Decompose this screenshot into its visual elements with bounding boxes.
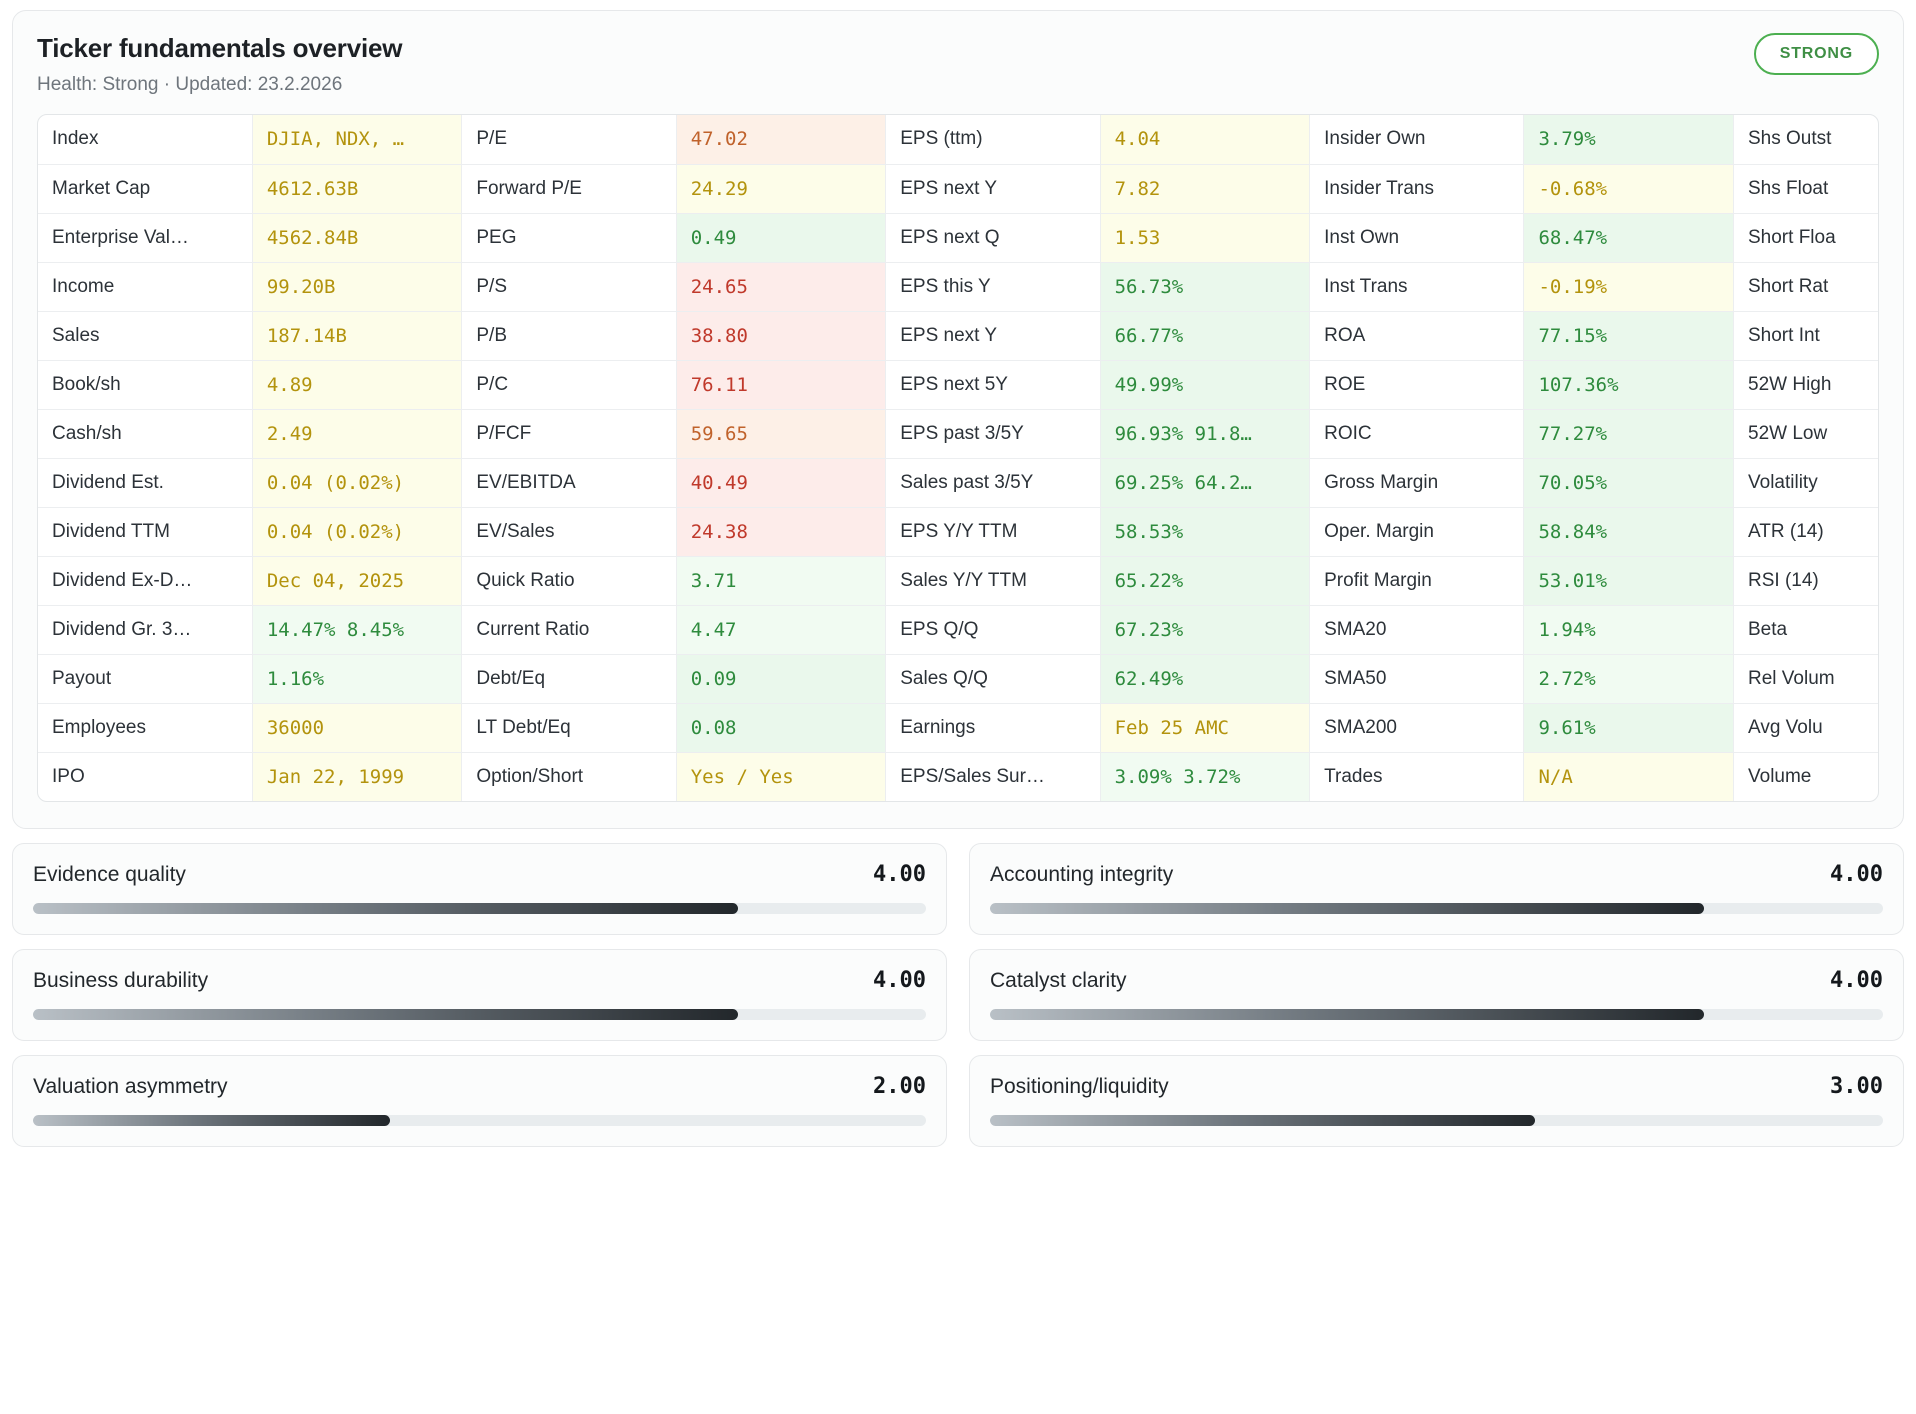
score-card-catalyst-clarity: [969, 949, 1904, 1041]
cell-label: Quick Ratio: [462, 556, 676, 605]
score-label: Valuation asymmetry: [33, 1075, 228, 1098]
cell-value: 1.94%: [1524, 605, 1734, 654]
cell-label: Dividend Est.: [38, 458, 252, 507]
score-track: [33, 1009, 926, 1020]
cell-label: Inst Trans: [1310, 262, 1524, 311]
cell-value: -0.19%: [1524, 262, 1734, 311]
cell-value: Jan 22, 1999: [252, 752, 462, 801]
cell-value: 0.09: [676, 654, 886, 703]
cell-value: 70.05%: [1524, 458, 1734, 507]
cell-value: DJIA, NDX, …: [252, 115, 462, 164]
score-header: [990, 862, 1883, 887]
cell-value: 3.79%: [1524, 115, 1734, 164]
cell-label: SMA200: [1310, 703, 1524, 752]
cell-label: P/E: [462, 115, 676, 164]
table-row: [38, 311, 1879, 360]
cell-value: 69.25% 64.2…: [1100, 458, 1310, 507]
score-label: Business durability: [33, 969, 209, 992]
cell-label: P/C: [462, 360, 676, 409]
cell-value: 24.65: [676, 262, 886, 311]
score-track: [33, 903, 926, 914]
cell-value: 38.80: [676, 311, 886, 360]
cell-label: EPS next 5Y: [886, 360, 1100, 409]
cell-value: 49.99%: [1100, 360, 1310, 409]
cell-label: SMA50: [1310, 654, 1524, 703]
card-header-text: [37, 33, 402, 96]
score-value: 4.00: [1830, 862, 1883, 887]
cell-value: 7.82: [1100, 164, 1310, 213]
score-label: Evidence quality: [33, 863, 186, 886]
cell-label: ATR (14): [1734, 507, 1880, 556]
cell-value: 68.47%: [1524, 213, 1734, 262]
cell-label: Employees: [38, 703, 252, 752]
table-row: [38, 703, 1879, 752]
cell-label: IPO: [38, 752, 252, 801]
score-card-valuation-asymmetry: [12, 1055, 947, 1147]
cell-value: -0.68%: [1524, 164, 1734, 213]
cell-value: 24.38: [676, 507, 886, 556]
cell-label: Earnings: [886, 703, 1100, 752]
cell-label: Dividend Ex-D…: [38, 556, 252, 605]
score-card-evidence-quality: [12, 843, 947, 935]
cell-label: Dividend Gr. 3…: [38, 605, 252, 654]
cell-label: Insider Trans: [1310, 164, 1524, 213]
cell-label: RSI (14): [1734, 556, 1880, 605]
cell-value: 66.77%: [1100, 311, 1310, 360]
table-row: [38, 507, 1879, 556]
table-row: [38, 409, 1879, 458]
cell-value: 99.20B: [252, 262, 462, 311]
cell-value: 1.16%: [252, 654, 462, 703]
score-header: [33, 1074, 926, 1099]
cell-label: Sales Q/Q: [886, 654, 1100, 703]
cell-label: Shs Outst: [1734, 115, 1880, 164]
fundamentals-table: [38, 115, 1879, 801]
cell-value: N/A: [1524, 752, 1734, 801]
cell-label: Payout: [38, 654, 252, 703]
score-fill: [990, 1115, 1535, 1126]
cell-label: LT Debt/Eq: [462, 703, 676, 752]
fundamentals-card: [12, 10, 1904, 829]
cell-value: 58.53%: [1100, 507, 1310, 556]
cell-value: 0.04 (0.02%): [252, 458, 462, 507]
table-row: [38, 360, 1879, 409]
fundamentals-table-wrap[interactable]: [37, 114, 1879, 802]
score-label: Catalyst clarity: [990, 969, 1127, 992]
cell-label: Debt/Eq: [462, 654, 676, 703]
score-track: [990, 903, 1883, 914]
table-row: [38, 458, 1879, 507]
cell-label: Sales past 3/5Y: [886, 458, 1100, 507]
cell-label: EPS Y/Y TTM: [886, 507, 1100, 556]
card-header: [37, 33, 1879, 96]
cell-value: 4.89: [252, 360, 462, 409]
cell-label: ROA: [1310, 311, 1524, 360]
cell-label: Inst Own: [1310, 213, 1524, 262]
cell-label: Oper. Margin: [1310, 507, 1524, 556]
cell-label: Cash/sh: [38, 409, 252, 458]
cell-label: Sales: [38, 311, 252, 360]
cell-label: 52W Low: [1734, 409, 1880, 458]
cell-value: 3.09% 3.72%: [1100, 752, 1310, 801]
cell-value: 4.04: [1100, 115, 1310, 164]
cell-value: 62.49%: [1100, 654, 1310, 703]
cell-label: Market Cap: [38, 164, 252, 213]
cell-label: Short Rat: [1734, 262, 1880, 311]
cell-value: 14.47% 8.45%: [252, 605, 462, 654]
table-row: [38, 752, 1879, 801]
cell-label: EPS this Y: [886, 262, 1100, 311]
cell-value: 0.04 (0.02%): [252, 507, 462, 556]
score-track: [990, 1009, 1883, 1020]
score-fill: [990, 1009, 1704, 1020]
score-card-positioning-liquidity: [969, 1055, 1904, 1147]
cell-label: Current Ratio: [462, 605, 676, 654]
cell-label: P/B: [462, 311, 676, 360]
score-fill: [33, 1115, 390, 1126]
cell-value: 76.11: [676, 360, 886, 409]
cell-label: Beta: [1734, 605, 1880, 654]
cell-label: EPS Q/Q: [886, 605, 1100, 654]
cell-label: EV/EBITDA: [462, 458, 676, 507]
cell-label: Gross Margin: [1310, 458, 1524, 507]
cell-label: Volume: [1734, 752, 1880, 801]
score-fill: [990, 903, 1704, 914]
score-label: Accounting integrity: [990, 863, 1174, 886]
cell-value: 77.27%: [1524, 409, 1734, 458]
table-row: [38, 115, 1879, 164]
score-grid: [12, 843, 1904, 1147]
status-badge: STRONG: [1754, 33, 1879, 75]
cell-label: Book/sh: [38, 360, 252, 409]
score-header: [33, 968, 926, 993]
cell-label: Profit Margin: [1310, 556, 1524, 605]
table-row: [38, 213, 1879, 262]
score-header: [33, 862, 926, 887]
table-row: [38, 605, 1879, 654]
cell-value: Dec 04, 2025: [252, 556, 462, 605]
cell-label: Trades: [1310, 752, 1524, 801]
table-row: [38, 164, 1879, 213]
cell-value: 2.72%: [1524, 654, 1734, 703]
cell-label: P/S: [462, 262, 676, 311]
cell-label: Income: [38, 262, 252, 311]
score-label: Positioning/liquidity: [990, 1075, 1169, 1098]
cell-value: 3.71: [676, 556, 886, 605]
score-card-accounting-integrity: [969, 843, 1904, 935]
score-track: [33, 1115, 926, 1126]
cell-label: EPS next Y: [886, 164, 1100, 213]
score-fill: [33, 903, 738, 914]
cell-label: Dividend TTM: [38, 507, 252, 556]
score-fill: [33, 1009, 738, 1020]
cell-value: 65.22%: [1100, 556, 1310, 605]
cell-value: 67.23%: [1100, 605, 1310, 654]
score-value: 3.00: [1830, 1074, 1883, 1099]
score-header: [990, 968, 1883, 993]
cell-value: 56.73%: [1100, 262, 1310, 311]
cell-value: 47.02: [676, 115, 886, 164]
table-row: [38, 556, 1879, 605]
cell-label: 52W High: [1734, 360, 1880, 409]
cell-value: 40.49: [676, 458, 886, 507]
cell-label: EV/Sales: [462, 507, 676, 556]
cell-label: Forward P/E: [462, 164, 676, 213]
cell-label: ROIC: [1310, 409, 1524, 458]
cell-value: 4612.63B: [252, 164, 462, 213]
cell-label: Sales Y/Y TTM: [886, 556, 1100, 605]
score-value: 4.00: [1830, 968, 1883, 993]
cell-label: Shs Float: [1734, 164, 1880, 213]
cell-label: Enterprise Val…: [38, 213, 252, 262]
fundamentals-table-body: [38, 115, 1879, 801]
score-value: 4.00: [873, 968, 926, 993]
score-header: [990, 1074, 1883, 1099]
cell-label: Short Floa: [1734, 213, 1880, 262]
cell-value: 9.61%: [1524, 703, 1734, 752]
cell-value: 59.65: [676, 409, 886, 458]
cell-value: 4.47: [676, 605, 886, 654]
score-card-business-durability: [12, 949, 947, 1041]
table-row: [38, 654, 1879, 703]
cell-value: Yes / Yes: [676, 752, 886, 801]
card-subtitle: Health: Strong · Updated: 23.2.2026: [37, 74, 343, 95]
cell-value: 187.14B: [252, 311, 462, 360]
cell-value: 77.15%: [1524, 311, 1734, 360]
cell-value: 24.29: [676, 164, 886, 213]
page-title: Ticker fundamentals overview: [37, 33, 403, 63]
cell-label: EPS/Sales Sur…: [886, 752, 1100, 801]
cell-label: Avg Volu: [1734, 703, 1880, 752]
cell-label: Insider Own: [1310, 115, 1524, 164]
cell-value: 36000: [252, 703, 462, 752]
table-row: [38, 262, 1879, 311]
cell-label: Volatility: [1734, 458, 1880, 507]
cell-label: EPS next Q: [886, 213, 1100, 262]
score-track: [990, 1115, 1883, 1126]
cell-value: 58.84%: [1524, 507, 1734, 556]
cell-value: 2.49: [252, 409, 462, 458]
cell-label: Index: [38, 115, 252, 164]
cell-value: 4562.84B: [252, 213, 462, 262]
cell-value: 107.36%: [1524, 360, 1734, 409]
cell-value: 1.53: [1100, 213, 1310, 262]
cell-label: Option/Short: [462, 752, 676, 801]
cell-label: P/FCF: [462, 409, 676, 458]
score-value: 4.00: [873, 862, 926, 887]
cell-label: ROE: [1310, 360, 1524, 409]
cell-value: 0.49: [676, 213, 886, 262]
cell-value: 0.08: [676, 703, 886, 752]
cell-value: 53.01%: [1524, 556, 1734, 605]
cell-label: EPS past 3/5Y: [886, 409, 1100, 458]
cell-value: 96.93% 91.8…: [1100, 409, 1310, 458]
cell-label: EPS (ttm): [886, 115, 1100, 164]
cell-label: PEG: [462, 213, 676, 262]
score-value: 2.00: [873, 1074, 926, 1099]
cell-value: Feb 25 AMC: [1100, 703, 1310, 752]
cell-label: EPS next Y: [886, 311, 1100, 360]
cell-label: SMA20: [1310, 605, 1524, 654]
cell-label: Rel Volum: [1734, 654, 1880, 703]
cell-label: Short Int: [1734, 311, 1880, 360]
